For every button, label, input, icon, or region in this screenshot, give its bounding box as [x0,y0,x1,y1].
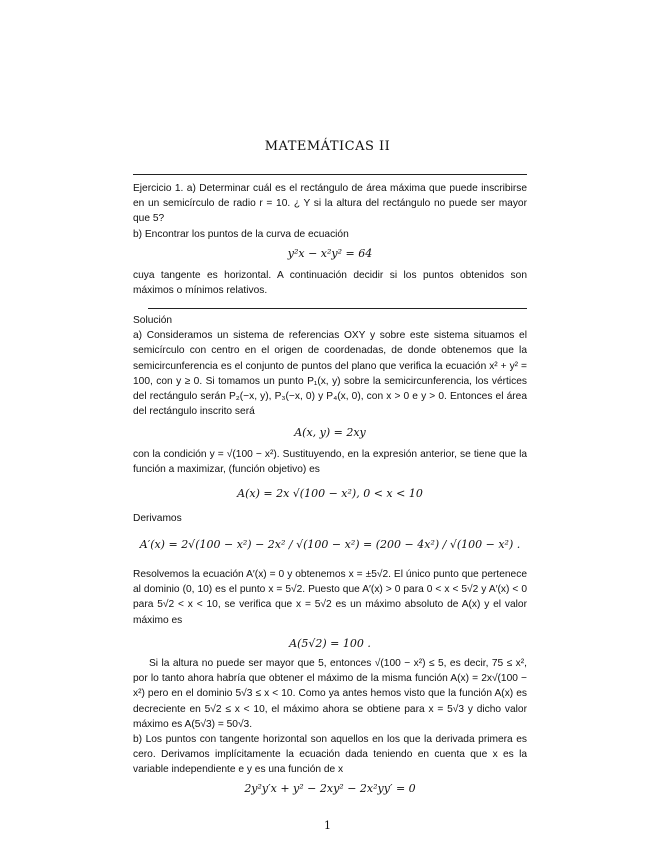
solution-intro [133,313,527,419]
equation-implicit: 2y²y′x + y² − 2xy² − 2x²yy′ = 0 [244,782,416,795]
solution-paragraph-3-block [133,511,527,526]
solution-paragraph-6: b) Los puntos con tangente horizontal son aquellos en los que la derivada primera es cero. Derivamos implícitamente la ecuación dada teniendo en cuenta que x es la variable independiente e y es una función de x [133,734,527,776]
exercise-heading: Ejercicio 1. [133,183,184,194]
solution-paragraph-5: Si la altura no puede ser mayor que 5, entonces √(100 − x²) ≤ 5, es decir, 75 ≤ x², por lo tanto ahora habría que obtener el máximo de la misma función A(x) = 2x√(100 − x²) pero en el dominio 5√3 ≤ x < 10. Como ya antes hemos visto que la función A(x) es decreciente en 5√2 ≤ x < 10, el máximo ahora se obtiene para x = 5√3 y dicho valor máximo es A(5√3) = 50√3. [133,658,527,730]
solution-paragraph-5-block [133,656,527,778]
solution-paragraph-1: a) Consideramos un sistema de referencias OXY y sobre este sistema situamos el semicírculo con centro en el origen de coordenadas, de donde obtenemos que la semicircunferencia es el conjunto de puntos del plano que verifica la ecuación x² + y² = 100, con y ≥ 0. Si tomamos un punto P₁(x, y) sobre la semicircunferencia, los vértices del rectángulo serán P₂(−x, y), P₃(−x, 0) y P₄(x, 0), con x > 0 e y > 0. Entonces el área del rectángulo inscrito será [133,330,527,418]
exercise-equation: y²x − x²y² = 64 [287,247,373,260]
exercise-part-a: a) Determinar cuál es el rectángulo de área máxima que puede inscribirse en un semicírculo de radio r = 10. ¿ Y si la altura del rectángulo no puede ser mayor que 5? [133,183,527,225]
solution-paragraph-2: con la condición y = √(100 − x²). Sustituyendo, en la expresión anterior, se tiene que la función a maximizar, (función objetivo) es [133,449,527,476]
exercise-after-eq-text: cuya tangente es horizontal. A continuación decidir si los puntos obtenidos son máximos o mínimos relativos. [133,270,527,297]
equation-max-value: A(5√2) = 100 . [289,637,371,650]
solution-paragraph-4-block [133,567,527,628]
solution-paragraph-2-block [133,447,527,477]
top-rule [133,174,527,175]
middle-rule [148,308,527,309]
solution-paragraph-4: Resolvemos la ecuación A′(x) = 0 y obtenemos x = ±5√2. El único punto que pertenece al dominio (0, 10) es el punto x = 5√2. Puesto que A′(x) > 0 para 0 < x < 5√2 y A′(x) < 0 para 5√2 < x < 10, se verifica que x = 5√2 es un máximo absoluto de A(x) y el valor máximo es [133,569,527,626]
solution-heading: Solución [133,315,173,326]
solution-paragraph-3: Derivamos [133,513,182,524]
equation-area: A(x, y) = 2xy [294,426,366,439]
page-number: 1 [324,819,331,832]
equation-objective: A(x) = 2x √(100 − x²), 0 < x < 10 [237,487,423,500]
exercise-after-equation [133,268,527,298]
page-title: MATEMÁTICAS II [264,139,391,154]
exercise-statement [133,181,527,242]
equation-derivative: A′(x) = 2√(100 − x²) − 2x² / √(100 − x²) = (200 − 4x²) / √(100 − x²) . [139,538,521,551]
exercise-part-b: b) Encontrar los puntos de la curva de ecuación [133,228,349,240]
